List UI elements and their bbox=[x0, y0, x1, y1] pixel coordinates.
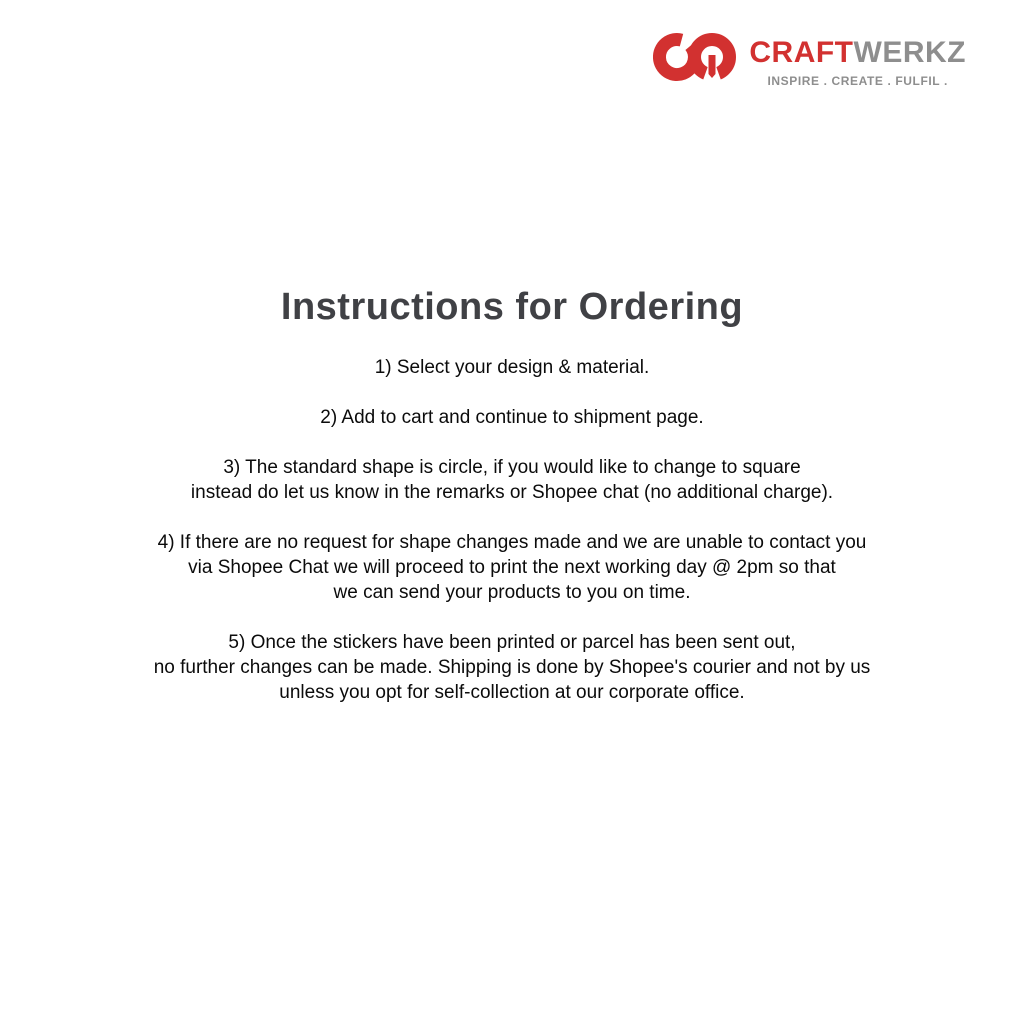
instruction-item-5 bbox=[0, 630, 1024, 705]
instruction-item-4 bbox=[0, 530, 1024, 605]
craftwerkz-logo bbox=[652, 31, 966, 88]
instruction-line: 3) The standard shape is circle, if you would like to change to square bbox=[223, 457, 801, 478]
instruction-line: unless you opt for self-collection at our corporate office. bbox=[279, 682, 745, 703]
instruction-item-1 bbox=[0, 355, 1024, 380]
page-title: Instructions for Ordering bbox=[280, 286, 744, 329]
instruction-line: via Shopee Chat we will proceed to print the next working day @ 2pm so that bbox=[188, 557, 836, 578]
brand-name bbox=[749, 38, 966, 68]
brand-name-craft: CRAFT bbox=[749, 36, 854, 69]
logo-text bbox=[749, 31, 966, 88]
instruction-line: we can send your products to you on time. bbox=[333, 582, 691, 603]
brand-name-werkz: WERKZ bbox=[853, 36, 966, 69]
instruction-item-2 bbox=[0, 405, 1024, 430]
instruction-item-3 bbox=[0, 455, 1024, 505]
instructions-list bbox=[0, 355, 1024, 730]
instruction-line: 5) Once the stickers have been printed or parcel has been sent out, bbox=[228, 632, 796, 653]
instruction-line: instead do let us know in the remarks or Shopee chat (no additional charge). bbox=[190, 482, 834, 503]
infinity-loops-icon bbox=[652, 31, 740, 83]
instruction-line: 1) Select your design & material. bbox=[374, 357, 650, 378]
instruction-line: 4) If there are no request for shape changes made and we are unable to contact you bbox=[157, 532, 867, 553]
instruction-line: 2) Add to cart and continue to shipment page. bbox=[320, 407, 704, 428]
instruction-line: no further changes can be made. Shipping is done by Shopee's courier and not by us bbox=[153, 657, 871, 678]
brand-tagline: INSPIRE . CREATE . FULFIL . bbox=[767, 74, 948, 88]
